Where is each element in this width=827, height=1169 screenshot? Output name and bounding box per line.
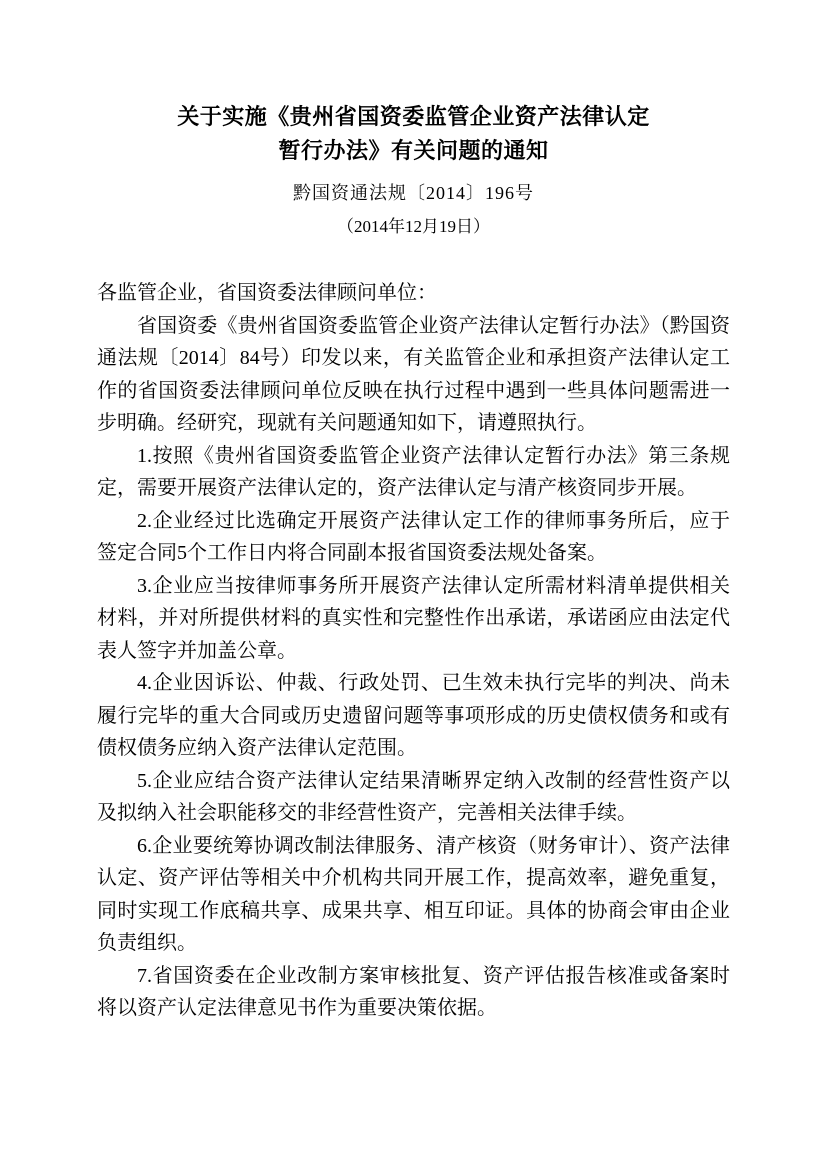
document-number: 黔国资通法规〔2014〕196号 <box>293 183 534 203</box>
paragraph-item-4: 4.企业因诉讼、仲裁、行政处罚、已生效未执行完毕的判决、尚未履行完毕的重大合同或历史遗留问题等事项形成的历史债权债务和或有债权债务应纳入资产法律认定范围。 <box>97 672 730 759</box>
paragraph-item-6: 6.企业要统筹协调改制法律服务、清产核资（财务审计）、资产法律认定、资产评估等相关中介机构共同开展工作，提高效率，避免重复，同时实现工作底稿共享、成果共享、相互印证。具体的协商会审由企业负责组织。 <box>97 834 730 954</box>
title-line-2: 暂行办法》有关问题的通知 <box>278 138 549 163</box>
salutation-line: 各监管企业，省国资委法律顾问单位： <box>97 282 437 304</box>
title-line-1: 关于实施《贵州省国资委监管企业资产法律认定 <box>177 104 650 129</box>
paragraph-item-1: 1.按照《贵州省国资委监管企业资产法律认定暂行办法》第三条规定，需要开展资产法律认定的，资产法律认定与清产核资同步开展。 <box>97 444 730 499</box>
document-title <box>97 100 730 168</box>
document-date: （2014年12月19日） <box>337 217 490 236</box>
paragraph-intro: 省国资委《贵州省国资委监管企业资产法律认定暂行办法》（黔国资通法规〔2014〕84号）印发以来，有关监管企业和承担资产法律认定工作的省国资委法律顾问单位反映在执行过程中遇到一些具体问题需进一步明确。经研究，现就有关问题通知如下，请遵照执行。 <box>97 314 730 434</box>
paragraph-item-2: 2.企业经过比选确定开展资产法律认定工作的律师事务所后，应于签定合同5个工作日内将合同副本报省国资委法规处备案。 <box>97 509 730 564</box>
paragraph-item-7: 7.省国资委在企业改制方案审核批复、资产评估报告核准或备案时将以资产认定法律意见书作为重要决策依据。 <box>97 964 730 1019</box>
paragraph-item-3: 3.企业应当按律师事务所开展资产法律认定所需材料清单提供相关材料，并对所提供材料的真实性和完整性作出承诺，承诺函应由法定代表人签字并加盖公章。 <box>97 574 730 662</box>
document-body <box>97 277 730 1025</box>
paragraph-item-5: 5.企业应结合资产法律认定结果清晰界定纳入改制的经营性资产以及拟纳入社会职能移交的非经营性资产，完善相关法律手续。 <box>97 769 730 824</box>
